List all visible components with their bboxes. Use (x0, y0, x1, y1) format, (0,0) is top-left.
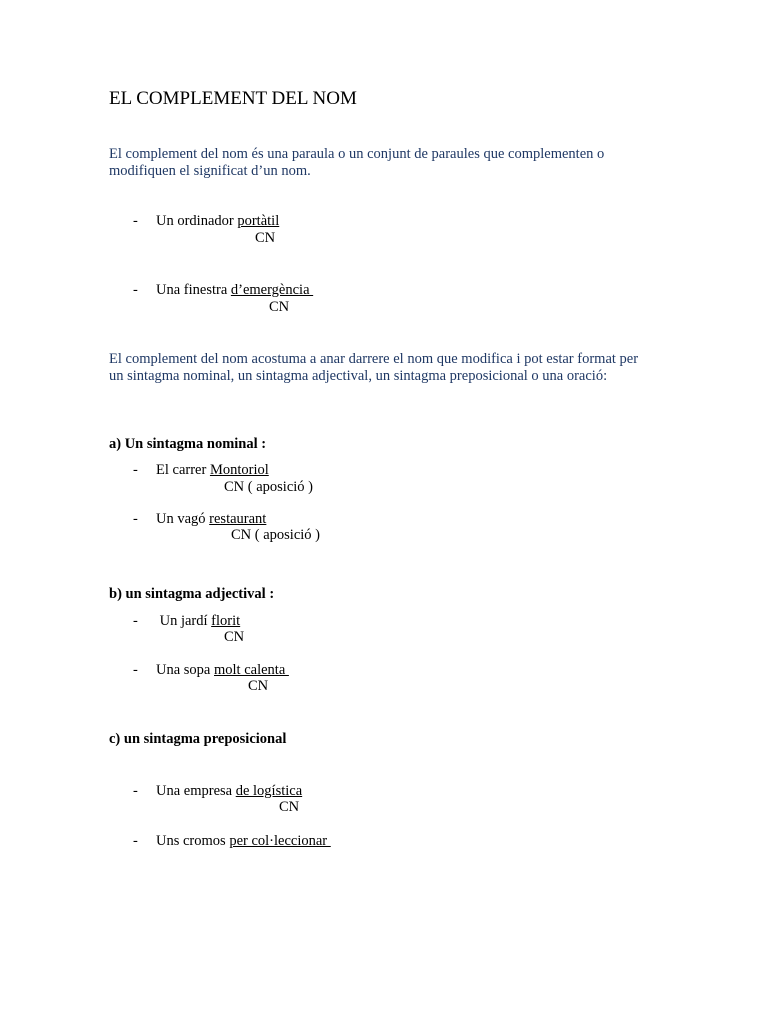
list-dash: - (133, 511, 138, 527)
example-text: Una finestra (156, 282, 231, 298)
example-text: El carrer (156, 462, 210, 478)
example-text: Una empresa (156, 783, 236, 799)
example-line (156, 613, 240, 630)
section-c-heading: c) un sintagma preposicional (109, 731, 287, 747)
list-dash: - (133, 613, 138, 629)
section-a-heading: a) Un sintagma nominal : (109, 436, 267, 452)
cn-underlined: restaurant (209, 511, 267, 527)
example-text: Una sopa (156, 662, 214, 678)
example-text: Un ordinador (156, 213, 238, 229)
position-paragraph: El complement del nom acostuma a anar darrere el nom que modifica i pot estar format per un sintagma nominal, un sintagma adjectival, un sintagma preposicional o una oració: (109, 351, 639, 384)
cn-label: CN (255, 230, 276, 246)
list-dash: - (133, 282, 138, 298)
example-text: Un vagó (156, 511, 210, 527)
cn-underlined: per col·leccionar (229, 833, 331, 849)
section-b-heading: b) un sintagma adjectival : (109, 586, 275, 602)
cn-label: CN ( aposició ) (231, 527, 320, 543)
cn-underlined: florit (211, 613, 241, 629)
cn-underlined: Montoriol (209, 462, 269, 478)
example-line (156, 511, 266, 528)
cn-underlined: de logística (235, 783, 303, 799)
cn-label: CN (248, 678, 269, 694)
example-line (156, 462, 269, 479)
list-dash: - (133, 833, 138, 849)
example-text: Uns cromos (156, 833, 230, 849)
example-line (156, 282, 313, 299)
cn-label: CN (269, 299, 290, 315)
cn-label: CN (279, 799, 300, 815)
example-line (156, 213, 279, 230)
list-dash: - (133, 662, 138, 678)
cn-label: CN ( aposició ) (224, 479, 313, 495)
intro-paragraph: El complement del nom és una paraula o un conjunt de paraules que complementen o modifiquen el significat d’un nom. (109, 146, 605, 179)
list-dash: - (133, 462, 138, 478)
list-dash: - (133, 213, 138, 229)
example-line (156, 833, 331, 850)
cn-underlined: portàtil (237, 213, 280, 229)
example-text: Un jardí (156, 613, 212, 629)
cn-label: CN (224, 629, 245, 645)
cn-underlined: d’emergència (230, 282, 314, 298)
list-dash: - (133, 783, 138, 799)
page-title: EL COMPLEMENT DEL NOM (109, 88, 357, 109)
example-line (156, 662, 289, 679)
cn-underlined: molt calenta (214, 662, 289, 678)
example-line (156, 783, 302, 800)
